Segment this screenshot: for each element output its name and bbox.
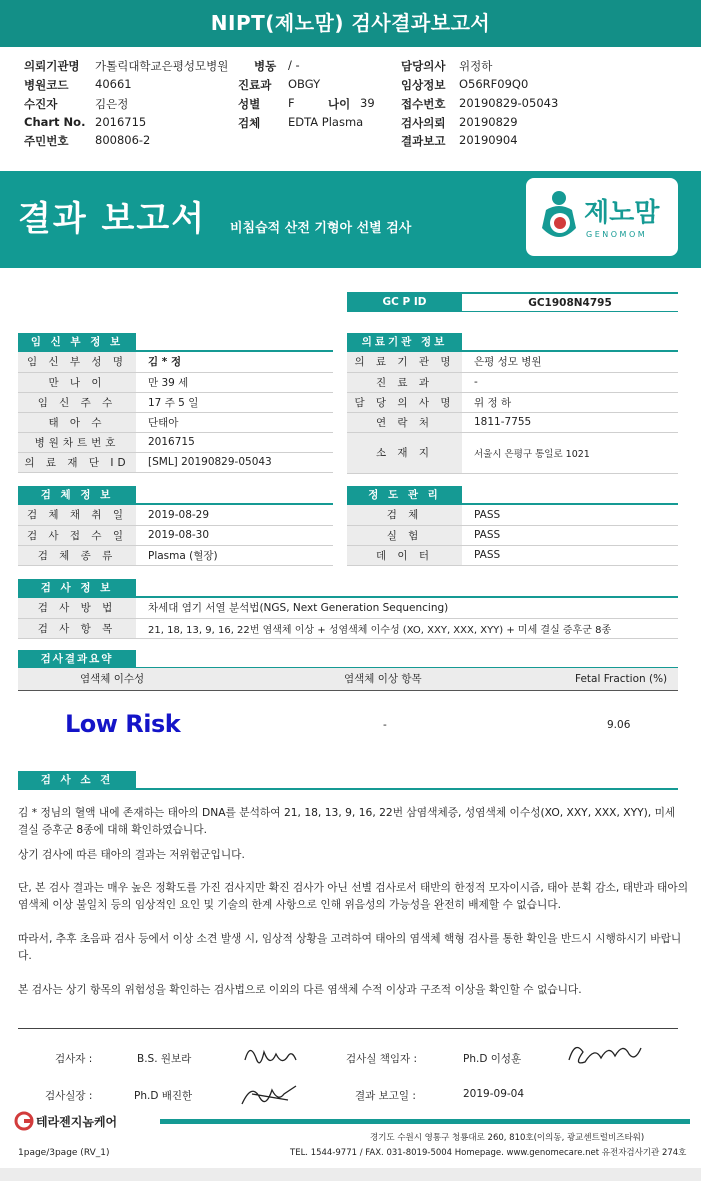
company-name: 테라젠지놈케어 xyxy=(36,1115,118,1129)
chart-label: Chart No. xyxy=(24,115,86,129)
specimen-label: 검체 xyxy=(238,116,261,130)
institution-name-label: 의 료 기 관 명 xyxy=(347,352,462,372)
pregnant-age-value: 만 39 세 xyxy=(136,372,333,392)
test-table xyxy=(18,598,678,639)
director-label: 검사실장 : xyxy=(45,1090,93,1102)
pregnant-section-title: 임 신 부 정 보 xyxy=(18,333,136,351)
specimen-type-label: 검 체 종 류 xyxy=(18,545,136,565)
clinical-label: 임상정보 xyxy=(401,78,446,92)
finding-paragraph-3: 단, 본 검사 결과는 매우 높은 정확도를 가진 검사지만 확진 검사가 아닌 선별 검사로서 태반의 한정적 모자이시즘, 태아 분획 감소, 태반과 태아의 염색체 이상 불일치 등의 임상적인 요인 및 기술의 한계 사항으로 인해 위음성의 가능성을 완전히 배제할 수 없습니다. xyxy=(18,881,689,911)
summary-divider xyxy=(18,690,678,691)
sex-value: F xyxy=(288,96,295,110)
address-label: 소 재 지 xyxy=(347,432,462,473)
qc-specimen-label: 검 체 xyxy=(347,505,462,525)
contact-label: 연 락 처 xyxy=(347,412,462,432)
table-row xyxy=(347,505,678,525)
col-aneuploidy: 염색체 이수성 xyxy=(80,673,145,685)
banner-subtitle: 비침습적 산전 기형아 선별 검사 xyxy=(230,221,412,236)
patient-value: 김은정 xyxy=(95,97,129,111)
footer-contact: TEL. 1544-9771 / FAX. 031-8019-5004 Homepage. www.genomecare.net 유전자검사기관 274호 xyxy=(290,1148,687,1158)
receipt-date-label: 검 사 접 수 일 xyxy=(18,525,136,545)
result-banner xyxy=(0,171,701,268)
gcpid-label: GC P ID xyxy=(347,292,462,312)
genomom-logo xyxy=(526,178,678,256)
summary-header xyxy=(18,668,678,690)
qc-table xyxy=(347,505,678,566)
collection-date-value: 2019-08-29 xyxy=(136,505,333,525)
test-section-title: 검 사 정 보 xyxy=(18,579,136,597)
report-date-value: 2019-09-04 xyxy=(463,1088,525,1100)
report-value: 20190904 xyxy=(459,133,518,147)
gestation-label: 임 신 주 수 xyxy=(18,392,136,412)
manager-value: Ph.D 이성훈 xyxy=(463,1053,522,1065)
findings-section-line xyxy=(18,788,678,790)
test-items-value: 21, 18, 13, 9, 16, 22번 염색체 이상 + 성염색체 이수성 (XO, XXY, XXX, XYY) + 미세 결실 증후군 8종 xyxy=(136,618,678,638)
table-row xyxy=(18,352,333,372)
table-row xyxy=(18,372,333,392)
receipt-label: 접수번호 xyxy=(401,97,446,111)
footer-accent-bar xyxy=(160,1119,690,1124)
receipt-date-value: 2019-08-30 xyxy=(136,525,333,545)
abnormal-value: - xyxy=(383,719,387,731)
contact-value: 1811-7755 xyxy=(462,412,678,432)
report-date-label: 결과 보고일 : xyxy=(355,1090,416,1102)
banner-title: 결과 보고서 xyxy=(18,199,207,239)
chart-value: 2016715 xyxy=(95,115,147,129)
institution-doctor-label: 담 당 의 사 명 xyxy=(347,392,462,412)
finding-paragraph-5: 본 검사는 상기 항목의 위험성을 확인하는 검사법으로 이외의 다른 염색체 수적 이상과 구조적 이상을 확인할 수 없습니다. xyxy=(18,983,582,996)
address-value: 서울시 은평구 통일로 1021 xyxy=(462,432,678,473)
institution-doctor-value: 위 정 하 xyxy=(462,392,678,412)
logo-text: 제노맘 xyxy=(584,198,660,228)
col-fetal-fraction: Fetal Fraction (%) xyxy=(575,673,668,685)
request-label: 검사의뢰 xyxy=(401,116,446,130)
pregnant-name-label: 임 신 부 성 명 xyxy=(18,352,136,372)
fetal-fraction-value: 9.06 xyxy=(607,719,631,731)
tester-signature-icon xyxy=(240,1040,300,1074)
manager-label: 검사실 책임자 : xyxy=(346,1053,418,1065)
table-row xyxy=(347,412,678,432)
table-row xyxy=(18,505,333,525)
patient-label: 수진자 xyxy=(24,97,58,111)
code-value: 40661 xyxy=(95,77,132,91)
hospital-label: 의뢰기관명 xyxy=(24,59,80,73)
doctor-label: 담당의사 xyxy=(401,59,446,73)
request-value: 20190829 xyxy=(459,115,518,129)
hospital-value: 가톨릭대학교은평성모병원 xyxy=(95,59,229,73)
table-row xyxy=(18,618,678,638)
pregnant-name-value: 김 * 정 xyxy=(136,352,333,372)
bottom-strip xyxy=(0,1168,701,1181)
table-row xyxy=(347,392,678,412)
code-label: 병원코드 xyxy=(24,78,69,92)
table-row xyxy=(347,525,678,545)
table-row xyxy=(18,598,678,618)
table-row xyxy=(347,352,678,372)
finding-paragraph-1: 김 * 정님의 혈액 내에 존재하는 태아의 DNA를 분석하여 21, 18, 13, 9, 16, 22번 삼염색체증, 성염색체 이수성(XO, XXY, XXX, XYY), 미세 결실 증후군 8종에 대해 확인하였습니다. xyxy=(18,806,676,836)
director-signature-icon xyxy=(238,1076,300,1112)
logo-english: GENOMOM xyxy=(586,230,648,239)
qc-data-value: PASS xyxy=(462,545,678,565)
specimen-section-title: 검 체 정 보 xyxy=(18,486,136,504)
specimen-value: EDTA Plasma xyxy=(288,115,364,129)
table-row xyxy=(347,432,678,473)
finding-paragraph-4: 따라서, 추후 초음파 검사 등에서 이상 소견 발생 시, 임상적 상황을 고려하여 태아의 염색체 핵형 검사를 통한 확인을 반드시 시행하시기 바랍니다. xyxy=(18,932,682,962)
signature-divider xyxy=(18,1028,678,1029)
summary-section-title: 검사결과요약 xyxy=(18,650,136,668)
col-abnormal-items: 염색체 이상 항목 xyxy=(344,673,422,685)
tester-label: 검사자 : xyxy=(55,1053,93,1065)
footer-address: 경기도 수원시 영통구 청룡대로 260, 810호(이의동, 광교센트럴비즈타워) xyxy=(370,1133,645,1143)
manager-signature-icon xyxy=(565,1036,645,1072)
logo-icon xyxy=(536,188,582,246)
institution-table xyxy=(347,352,678,474)
pregnant-table xyxy=(18,352,333,473)
institution-dept-value: - xyxy=(462,372,678,392)
risk-result: Low Risk xyxy=(65,710,181,738)
company-logo-icon xyxy=(14,1111,34,1131)
clinical-value: O56RF09Q0 xyxy=(459,77,529,91)
rrn-value: 800806-2 xyxy=(95,133,151,147)
finding-paragraph-2: 상기 검사에 따른 태아의 결과는 저위험군입니다. xyxy=(18,848,245,861)
dept-value: OBGY xyxy=(288,77,321,91)
qc-experiment-label: 실 험 xyxy=(347,525,462,545)
collection-date-label: 검 체 채 취 일 xyxy=(18,505,136,525)
table-row xyxy=(18,412,333,432)
table-row xyxy=(18,392,333,412)
institution-section-title: 의료기관 정보 xyxy=(347,333,462,351)
table-row xyxy=(18,525,333,545)
sex-label: 성별 xyxy=(238,97,261,111)
summary-row xyxy=(18,700,678,750)
findings-section-title: 검 사 소 견 xyxy=(18,771,136,789)
report-label: 결과보고 xyxy=(401,134,446,148)
dept-label: 진료과 xyxy=(238,78,272,92)
table-row xyxy=(18,545,333,565)
specimen-type-value: Plasma (혈장) xyxy=(136,545,333,565)
director-value: Ph.D 배진한 xyxy=(134,1090,193,1102)
pregnant-age-label: 만 나 이 xyxy=(18,372,136,392)
fetus-count-value: 단태아 xyxy=(136,412,333,432)
doctor-value: 위정하 xyxy=(459,59,493,73)
page-number: 1page/3page (RV_1) xyxy=(18,1148,110,1158)
qc-data-label: 데 이 터 xyxy=(347,545,462,565)
table-row xyxy=(18,452,333,472)
rrn-label: 주민번호 xyxy=(24,134,69,148)
report-title: NIPT(제노맘) 검사결과보고서 xyxy=(0,0,701,47)
institution-name-value: 은평 성모 병원 xyxy=(462,352,678,372)
specimen-table xyxy=(18,505,333,566)
test-method-value: 차세대 염기 서열 분석법(NGS, Next Generation Sequencing) xyxy=(136,598,678,618)
table-row xyxy=(347,372,678,392)
receipt-value: 20190829-05043 xyxy=(459,96,559,110)
qc-specimen-value: PASS xyxy=(462,505,678,525)
age-value: 39 xyxy=(360,96,375,110)
gcpid-value: GC1908N4795 xyxy=(462,292,678,312)
qc-experiment-value: PASS xyxy=(462,525,678,545)
institution-dept-label: 진 료 과 xyxy=(347,372,462,392)
test-items-label: 검 사 항 목 xyxy=(18,618,136,638)
qc-section-title: 정 도 관 리 xyxy=(347,486,462,504)
gestation-value: 17 주 5 일 xyxy=(136,392,333,412)
table-row xyxy=(347,545,678,565)
tester-value: B.S. 원보라 xyxy=(137,1053,192,1065)
hospital-chart-value: 2016715 xyxy=(136,432,333,452)
table-row xyxy=(18,432,333,452)
ward-label: 병동 xyxy=(254,59,277,73)
fetus-count-label: 태 아 수 xyxy=(18,412,136,432)
age-label: 나이 xyxy=(328,97,351,111)
foundation-id-value: [SML] 20190829-05043 xyxy=(136,452,333,472)
hospital-chart-label: 병원차트번호 xyxy=(18,432,136,452)
foundation-id-label: 의 료 재 단 ID xyxy=(18,452,136,472)
ward-value: / - xyxy=(288,58,300,72)
test-method-label: 검 사 방 법 xyxy=(18,598,136,618)
